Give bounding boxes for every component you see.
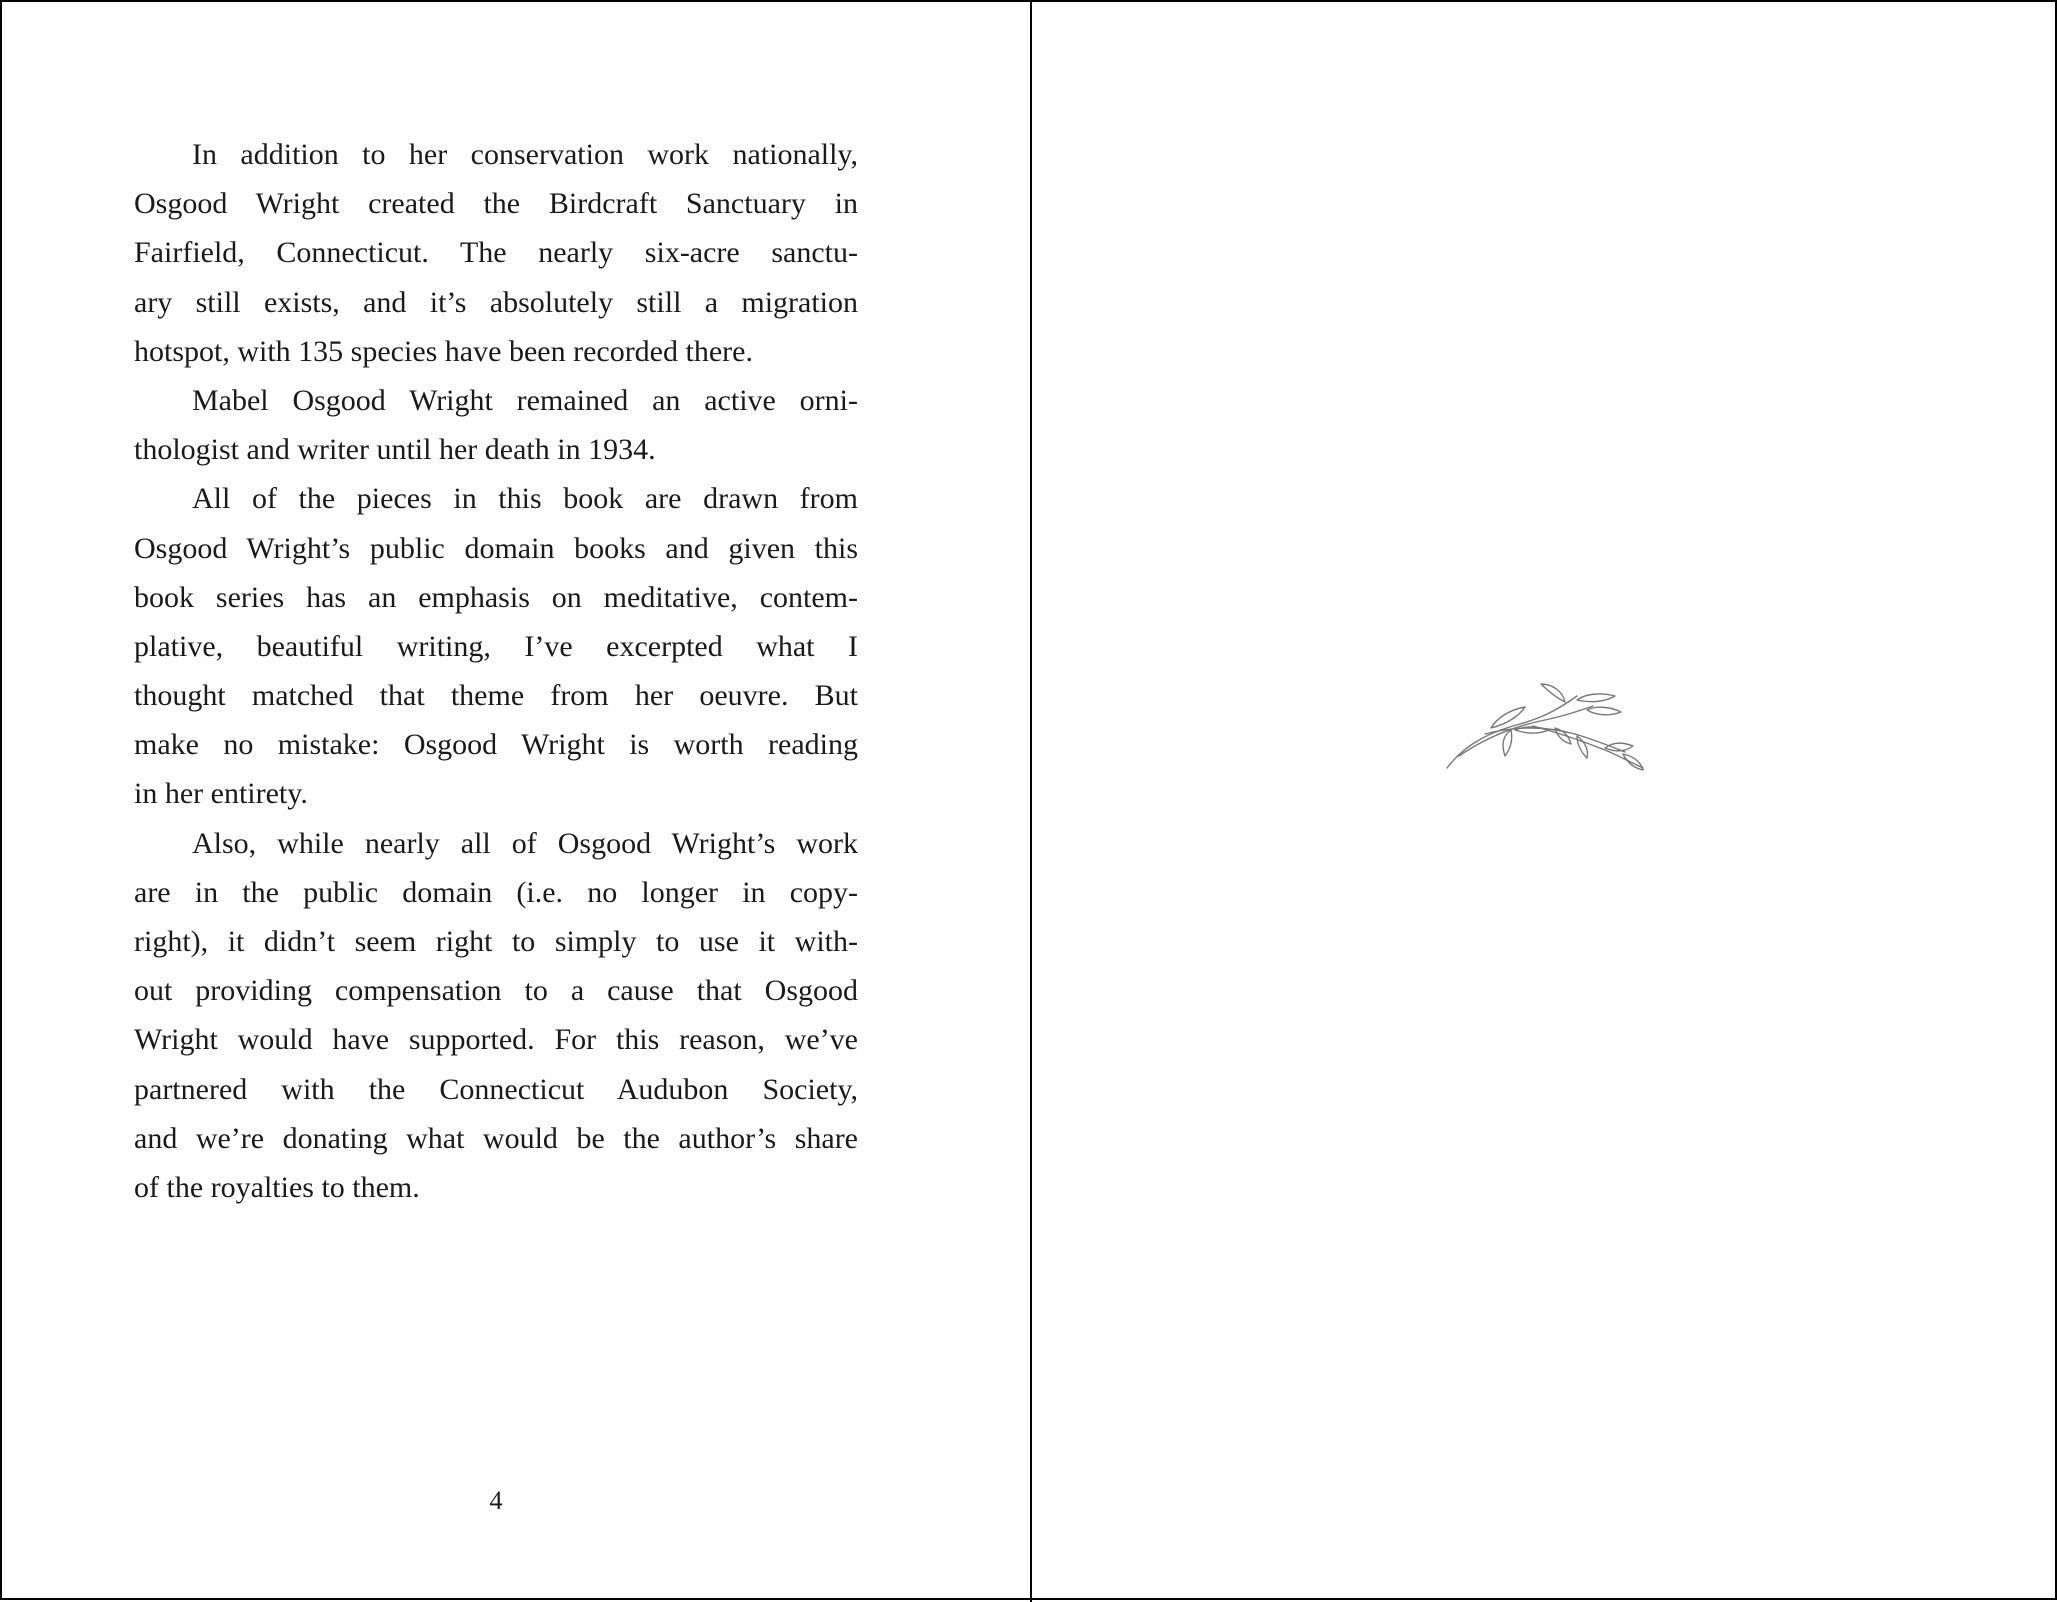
text-line: plative, beautiful writing, I’ve excerpted what I: [134, 629, 858, 663]
text-line: Fairfield, Connecticut. The nearly six-acre sanctu-: [134, 236, 858, 270]
paragraph-4: [134, 819, 858, 1213]
text-line: Also, while nearly all of Osgood Wright’s work: [192, 826, 858, 860]
text-line: Wright would have supported. For this reason, we’ve: [134, 1023, 858, 1057]
text-line: Osgood Wright created the Birdcraft Sanctuary in: [134, 187, 858, 221]
paragraph-1: [134, 130, 858, 376]
text-line: Mabel Osgood Wright remained an active orni-: [192, 383, 858, 417]
text-line: In addition to her conservation work nationally,: [192, 138, 858, 171]
text-line: of the royalties to them.: [134, 1170, 420, 1204]
text-line: are in the public domain (i.e. no longer in copy-: [134, 875, 858, 909]
text-line: hotspot, with 135 species have been recorded there.: [134, 334, 753, 368]
leafy-branch-icon: [1445, 682, 1645, 772]
text-line: All of the pieces in this book are drawn from: [192, 482, 858, 516]
body-text: [134, 130, 858, 1212]
text-line: ary still exists, and it’s absolutely still a migration: [134, 285, 858, 319]
paragraph-3: [134, 474, 858, 818]
left-page: [2, 2, 1030, 1602]
text-line: thologist and writer until her death in 1934.: [134, 433, 656, 467]
text-line: make no mistake: Osgood Wright is worth reading: [134, 728, 858, 762]
text-line: in her entirety.: [134, 777, 308, 811]
text-line: out providing compensation to a cause that Osgood: [134, 974, 858, 1008]
text-line: thought matched that theme from her oeuvre. But: [134, 679, 858, 713]
page-number: 4: [489, 1486, 503, 1515]
text-line: right), it didn’t seem right to simply to use it with-: [134, 925, 858, 958]
text-line: book series has an emphasis on meditative, contem-: [134, 580, 858, 614]
paragraph-2: [134, 376, 858, 474]
right-page: [1032, 2, 2057, 1602]
text-line: and we’re donating what would be the author’s share: [134, 1121, 858, 1155]
text-line: Osgood Wright’s public domain books and given this: [134, 531, 858, 565]
text-line: partnered with the Connecticut Audubon Society,: [134, 1072, 858, 1106]
